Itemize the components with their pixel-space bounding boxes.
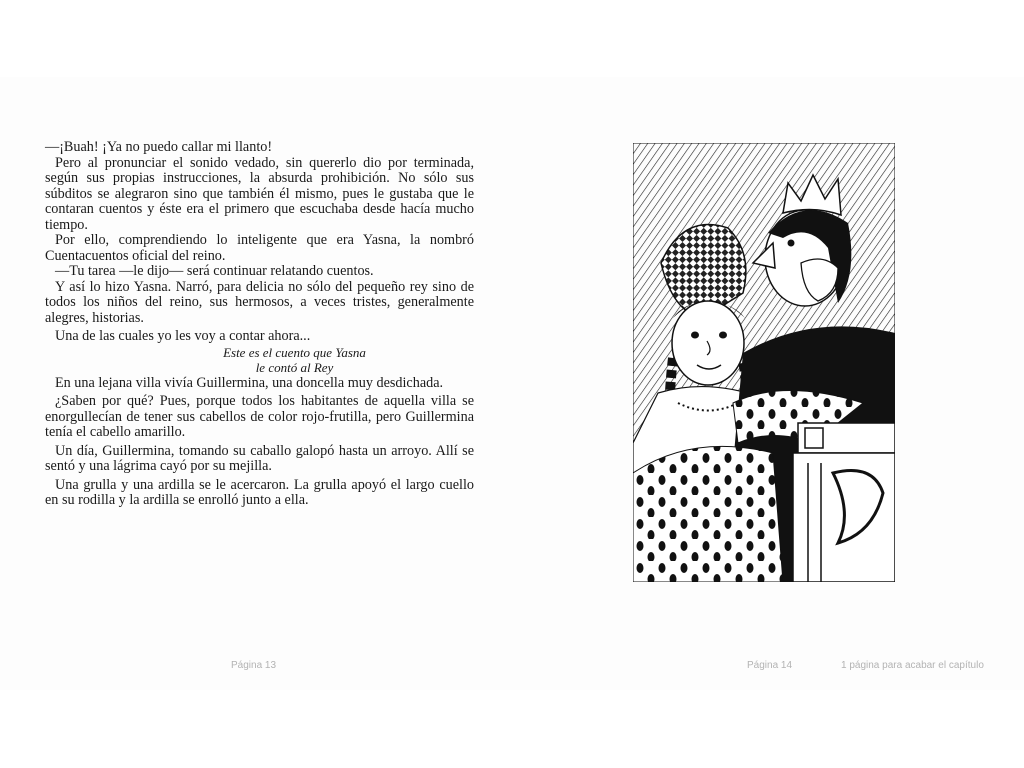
page-number-14: Página 14 <box>747 660 793 671</box>
paragraph: Una de las cuales yo les voy a contar ahora... <box>55 328 311 344</box>
paragraph: Y así lo hizo Yasna. Narró, para delicia no sólo del pequeño rey sino de todos los niños del reino, sus hermosos, a veces tristes, generalmente alegres, historias. <box>45 278 474 326</box>
paragraph: Por ello, comprendiendo lo inteligente que era Yasna, la nombró Cuentacuentos oficial del reino. <box>45 232 474 264</box>
king-and-yasna-illustration <box>633 143 895 582</box>
paragraph: En una lejana villa vivía Guillermina, una doncella muy desdichada. <box>55 374 444 391</box>
page-number-13: Página 13 <box>231 660 277 671</box>
paragraph: Una grulla y una ardilla se le acercaron. La grulla apoyó el largo cuello en su rodilla y la ardilla se enrolló junto a ella. <box>45 476 474 508</box>
page-13-text <box>45 140 474 509</box>
story-intro-line-2: le contó al Rey <box>255 360 334 375</box>
book-spread <box>0 77 1024 690</box>
story-intro-line-1: Este es el cuento que Yasna <box>223 344 366 360</box>
chapter-progress-label: 1 página para acabar el capítulo <box>841 660 984 671</box>
paragraph: ¿Saben por qué? Pues, porque todos los habitantes de aquella villa se enorgullecían de tener sus cabellos de color rojo-frutilla, pero Guillermina tenía el cabello amarillo. <box>45 393 474 440</box>
paragraph: Un día, Guillermina, tomando su caballo galopó hasta un arroyo. Allí se sentó y una lágrima cayó por su mejilla. <box>45 442 474 474</box>
paragraph: —¡Buah! ¡Ya no puedo callar mi llanto! <box>45 139 273 155</box>
paragraph: Pero al pronunciar el sonido vedado, sin quererlo dio por terminada, según sus propias instrucciones, la absurda prohibición. No sólo sus súbditos se alegraron sino que también él mismo, pues le gustaba que le contaran cuentos y éste era el primero que escuchaba desde hacía mucho tiempo. <box>45 154 474 233</box>
paragraph: —Tu tarea —le dijo— será continuar relatando cuentos. <box>55 263 374 279</box>
